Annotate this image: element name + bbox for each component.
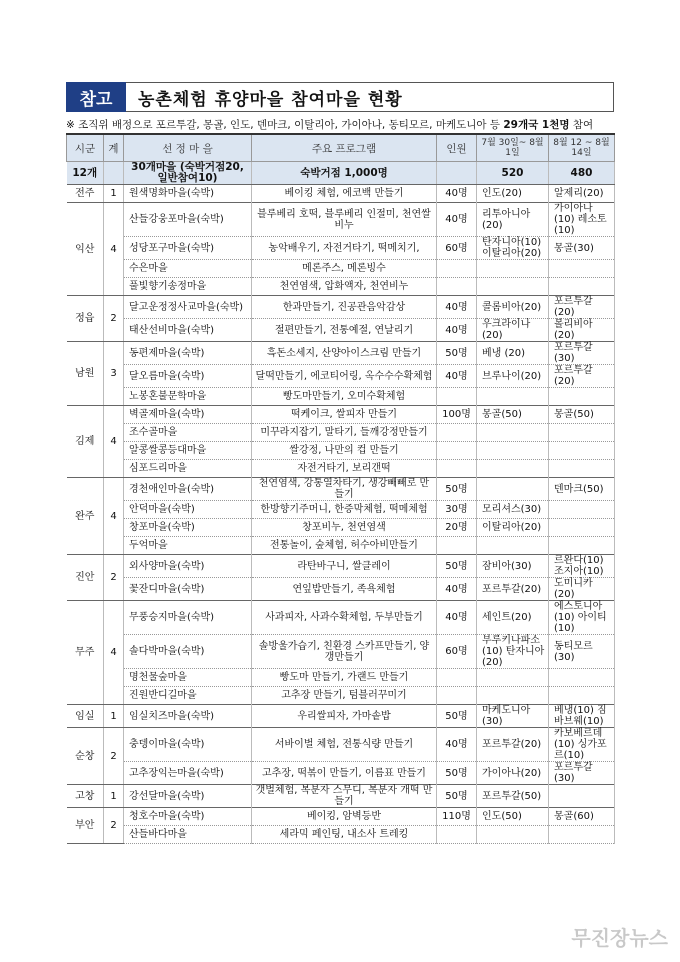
count-cell: 4 [104, 406, 124, 478]
period2-cell [549, 669, 615, 687]
village-cell: 외사양마을(숙박) [124, 555, 252, 578]
period2-cell [549, 785, 615, 808]
count-cell: 2 [104, 728, 124, 785]
village-cell: 동편제마을(숙박) [124, 342, 252, 365]
period2-cell [549, 424, 615, 442]
period1-cell: 탄자니아(10) 이탈리아(20) [477, 237, 549, 260]
table-row [67, 687, 615, 705]
program-cell: 메론주스, 메론빙수 [252, 260, 437, 278]
note-bold: 29개국 1천명 [503, 119, 570, 131]
program-cell: 농악배우기, 자전거타기, 떡메치기, [252, 237, 437, 260]
people-cell [437, 424, 477, 442]
period2-cell [549, 826, 615, 844]
program-cell: 한방향기주머니, 한증막체험, 떡메체험 [252, 501, 437, 519]
note-suffix: 참여 [569, 119, 594, 131]
village-cell: 태산선비마을(숙박) [124, 319, 252, 342]
village-cell: 달오름마을(숙박) [124, 365, 252, 388]
table-row [67, 388, 615, 406]
period1-cell [477, 260, 549, 278]
table-row [67, 319, 615, 342]
table-row [67, 728, 615, 762]
village-cell: 꽃잔디마을(숙박) [124, 578, 252, 601]
people-cell: 50명 [437, 785, 477, 808]
people-cell: 50명 [437, 478, 477, 501]
table-row [67, 185, 615, 203]
village-cell: 창포마을(숙박) [124, 519, 252, 537]
village-cell: 임실치즈마을(숙박) [124, 705, 252, 728]
program-cell: 사과피자, 사과수확체험, 두부만들기 [252, 601, 437, 635]
program-cell: 쌀강정, 나만의 컵 만들기 [252, 442, 437, 460]
period2-cell [549, 388, 615, 406]
table-row [67, 501, 615, 519]
table-row [67, 519, 615, 537]
period2-cell: 볼리비아(20) [549, 319, 615, 342]
table-row [67, 296, 615, 319]
people-cell [437, 826, 477, 844]
count-cell: 1 [104, 705, 124, 728]
people-cell: 40명 [437, 728, 477, 762]
program-cell: 흑돈소세지, 산양아이스크림 만들기 [252, 342, 437, 365]
program-cell: 전통놀이, 숲체험, 허수아비만들기 [252, 537, 437, 555]
city-cell: 전주 [67, 185, 104, 203]
period1-cell [477, 442, 549, 460]
village-cell: 청호수마을(숙박) [124, 808, 252, 826]
village-cell: 명천물숲마을 [124, 669, 252, 687]
village-cell: 산들강웅포마을(숙박) [124, 203, 252, 237]
city-cell: 진안 [67, 555, 104, 601]
watermark: 무진장뉴스 [571, 926, 668, 950]
table-row [67, 424, 615, 442]
count-cell: 1 [104, 185, 124, 203]
period2-cell: 도미니카(20) [549, 578, 615, 601]
count-cell: 1 [104, 785, 124, 808]
village-cell: 달고운정정사교마을(숙박) [124, 296, 252, 319]
count-cell: 4 [104, 203, 124, 296]
count-cell: 4 [104, 601, 124, 705]
people-cell: 60명 [437, 635, 477, 669]
people-cell: 40명 [437, 203, 477, 237]
table-header [67, 134, 615, 162]
program-cell: 빵도마 만들기, 가랜드 만들기 [252, 669, 437, 687]
period1-cell: 브루나이(20) [477, 365, 549, 388]
people-cell: 60명 [437, 237, 477, 260]
city-cell: 정읍 [67, 296, 104, 342]
period1-cell [477, 537, 549, 555]
total-people [437, 162, 477, 185]
period2-cell [549, 278, 615, 296]
village-cell: 심포드리마을 [124, 460, 252, 478]
page-title: 농촌체험 휴양마을 참여마을 현황 [126, 82, 614, 112]
period1-cell: 우크라이나(20) [477, 319, 549, 342]
program-cell: 한과만들기, 진공관음악감상 [252, 296, 437, 319]
period1-cell: 인도(20) [477, 185, 549, 203]
total-p2: 480 [549, 162, 615, 185]
program-cell: 미꾸라지잡기, 말타기, 들깨강정만들기 [252, 424, 437, 442]
table-row [67, 260, 615, 278]
table-row [67, 442, 615, 460]
period1-cell [477, 669, 549, 687]
people-cell [437, 442, 477, 460]
reference-tag: 참고 [66, 82, 126, 112]
village-cell: 무풍승지마을(숙박) [124, 601, 252, 635]
program-cell: 세라믹 페인팅, 내소사 트레킹 [252, 826, 437, 844]
village-cell: 솔다박마을(숙박) [124, 635, 252, 669]
period1-cell: 잠비아(30) [477, 555, 549, 578]
period1-cell: 모리셔스(30) [477, 501, 549, 519]
period1-cell: 리투아니아(20) [477, 203, 549, 237]
program-cell: 베이킹 체험, 에코백 만들기 [252, 185, 437, 203]
period2-cell: 몽골(30) [549, 237, 615, 260]
col-village: 선 정 마 을 [124, 134, 252, 162]
people-cell: 50명 [437, 762, 477, 785]
program-cell: 서바이벌 체험, 전통식량 만들기 [252, 728, 437, 762]
period2-cell: 포르투갈(20) [549, 296, 615, 319]
city-cell: 순창 [67, 728, 104, 785]
period1-cell [477, 687, 549, 705]
people-cell [437, 388, 477, 406]
period2-cell: 포르투갈(20) [549, 365, 615, 388]
count-cell: 3 [104, 342, 124, 406]
city-cell: 고창 [67, 785, 104, 808]
table-row [67, 762, 615, 785]
table-row [67, 635, 615, 669]
period2-cell [549, 442, 615, 460]
people-cell [437, 278, 477, 296]
village-cell: 알콩쌀콩등대마을 [124, 442, 252, 460]
village-cell: 벽골제마을(숙박) [124, 406, 252, 424]
people-cell: 50명 [437, 555, 477, 578]
period1-cell [477, 388, 549, 406]
program-cell: 절편만들기, 전통예절, 연날리기 [252, 319, 437, 342]
table-row [67, 406, 615, 424]
program-cell: 베이킹, 암벽등반 [252, 808, 437, 826]
program-cell: 고추장, 떡볶이 만들기, 이름표 만들기 [252, 762, 437, 785]
col-period1: 7월 30일~ 8월 1일 [477, 134, 549, 162]
table-row [67, 826, 615, 844]
program-cell: 창포비누, 천연염색 [252, 519, 437, 537]
village-cell: 산들바다마을 [124, 826, 252, 844]
col-period2: 8월 12 ~ 8월 14일 [549, 134, 615, 162]
col-program: 주요 프로그램 [252, 134, 437, 162]
period1-cell: 포르투갈(20) [477, 728, 549, 762]
period2-cell [549, 260, 615, 278]
col-city: 시군 [67, 134, 104, 162]
count-cell: 2 [104, 555, 124, 601]
village-cell: 두억마을 [124, 537, 252, 555]
program-cell: 블루베리 호떡, 블루베리 인절미, 천연쌀비누 [252, 203, 437, 237]
period2-cell: 가이아나(10) 레소토(10) [549, 203, 615, 237]
table-row [67, 537, 615, 555]
period1-cell: 인도(50) [477, 808, 549, 826]
village-table [66, 133, 615, 844]
table-row [67, 578, 615, 601]
period2-cell: 몽골(60) [549, 808, 615, 826]
people-cell: 30명 [437, 501, 477, 519]
village-cell: 풀빛향기송정마을 [124, 278, 252, 296]
period2-cell [549, 537, 615, 555]
col-count: 계 [104, 134, 124, 162]
table-row [67, 237, 615, 260]
people-cell: 100명 [437, 406, 477, 424]
village-cell: 경천애인마을(숙박) [124, 478, 252, 501]
people-cell: 40명 [437, 319, 477, 342]
program-cell: 달떡만들기, 에코티어링, 옥수수수확체험 [252, 365, 437, 388]
program-cell: 라탄바구니, 쌀클레이 [252, 555, 437, 578]
program-cell: 고추장 만들기, 텀블러꾸미기 [252, 687, 437, 705]
count-cell: 2 [104, 296, 124, 342]
table-row [67, 203, 615, 237]
period1-cell: 포르투갈(50) [477, 785, 549, 808]
period2-cell: 르완다(10) 조지아(10) [549, 555, 615, 578]
period2-cell: 포르투갈(30) [549, 342, 615, 365]
village-cell: 수은마을 [124, 260, 252, 278]
city-cell: 무주 [67, 601, 104, 705]
city-cell: 김제 [67, 406, 104, 478]
table-row [67, 601, 615, 635]
table-row [67, 478, 615, 501]
period1-cell: 가이아나(20) [477, 762, 549, 785]
period2-cell: 포르투갈(30) [549, 762, 615, 785]
table-row [67, 365, 615, 388]
period1-cell: 콜롬비아(20) [477, 296, 549, 319]
table-row [67, 278, 615, 296]
period1-cell [477, 424, 549, 442]
count-cell: 2 [104, 808, 124, 844]
people-cell: 50명 [437, 342, 477, 365]
count-cell: 4 [104, 478, 124, 555]
program-cell: 천연염색, 압화액자, 천연비누 [252, 278, 437, 296]
note-prefix: ※ 조직위 배정으로 포르투갈, 몽골, 인도, 덴마크, 이탈리아, 가이아나, 동티모르, 마케도니아 등 [66, 119, 504, 131]
village-cell: 강선달마을(숙박) [124, 785, 252, 808]
village-cell: 진원반디길마을 [124, 687, 252, 705]
total-row [67, 162, 615, 185]
program-cell: 떡케이크, 쌀피자 만들기 [252, 406, 437, 424]
program-cell: 갯벌체험, 복분자 스무디, 복분자 개떡 만들기 [252, 785, 437, 808]
col-people: 인원 [437, 134, 477, 162]
village-cell: 안덕마을(숙박) [124, 501, 252, 519]
period2-cell [549, 519, 615, 537]
city-cell: 익산 [67, 203, 104, 296]
total-count [104, 162, 124, 185]
table-row [67, 555, 615, 578]
city-cell: 임실 [67, 705, 104, 728]
people-cell [437, 537, 477, 555]
note-text [66, 117, 626, 132]
period2-cell: 동티모르(30) [549, 635, 615, 669]
period2-cell: 베냉(10) 짐바브웨(10) [549, 705, 615, 728]
village-cell: 노봉혼불문학마을 [124, 388, 252, 406]
village-cell: 조수골마을 [124, 424, 252, 442]
period1-cell: 몽골(50) [477, 406, 549, 424]
period1-cell [477, 278, 549, 296]
people-cell: 40명 [437, 296, 477, 319]
period2-cell [549, 687, 615, 705]
people-cell: 40명 [437, 365, 477, 388]
period2-cell [549, 460, 615, 478]
period2-cell: 몽골(50) [549, 406, 615, 424]
period2-cell: 덴마크(50) [549, 478, 615, 501]
period1-cell: 베냉 (20) [477, 342, 549, 365]
people-cell: 40명 [437, 601, 477, 635]
people-cell [437, 260, 477, 278]
village-cell: 원색명화마을(숙박) [124, 185, 252, 203]
period1-cell: 부루키나파소(10) 탄자니아(20) [477, 635, 549, 669]
period2-cell: 카보베르데(10) 싱가포르(10) [549, 728, 615, 762]
city-cell: 완주 [67, 478, 104, 555]
period1-cell: 마케도니아(30) [477, 705, 549, 728]
program-cell: 자전거타기, 보리갠떡 [252, 460, 437, 478]
total-p1: 520 [477, 162, 549, 185]
period1-cell: 포르투갈(20) [477, 578, 549, 601]
people-cell [437, 460, 477, 478]
city-cell: 부안 [67, 808, 104, 844]
table-row [67, 785, 615, 808]
village-cell: 성당포구마을(숙박) [124, 237, 252, 260]
title-bar [66, 82, 614, 112]
period2-cell: 알제리(20) [549, 185, 615, 203]
program-cell: 솔방울가습기, 친환경 스카프만들기, 양갱만들기 [252, 635, 437, 669]
table-row [67, 669, 615, 687]
period1-cell: 세인트(20) [477, 601, 549, 635]
table-row [67, 460, 615, 478]
people-cell: 110명 [437, 808, 477, 826]
total-program: 숙박거점 1,000명 [252, 162, 437, 185]
village-cell: 충뎅이마을(숙박) [124, 728, 252, 762]
period1-cell [477, 460, 549, 478]
period2-cell: 에스토니아(10) 아이티(10) [549, 601, 615, 635]
table-row [67, 705, 615, 728]
period2-cell [549, 501, 615, 519]
people-cell: 40명 [437, 578, 477, 601]
total-city: 12개 [67, 162, 104, 185]
people-cell: 40명 [437, 185, 477, 203]
table-row [67, 342, 615, 365]
program-cell: 우리쌀피자, 가마솥밥 [252, 705, 437, 728]
people-cell: 20명 [437, 519, 477, 537]
village-cell: 고추장익는마을(숙박) [124, 762, 252, 785]
period1-cell [477, 826, 549, 844]
period1-cell: 이탈리아(20) [477, 519, 549, 537]
program-cell: 연잎밥만들기, 족욕체험 [252, 578, 437, 601]
people-cell [437, 687, 477, 705]
total-village: 30개마을 (숙박거점20, 일반참여10) [124, 162, 252, 185]
period1-cell [477, 478, 549, 501]
city-cell: 남원 [67, 342, 104, 406]
program-cell: 천연염색, 강통열차타기, 생강빼빼로 만들기 [252, 478, 437, 501]
people-cell [437, 669, 477, 687]
people-cell: 50명 [437, 705, 477, 728]
table-row [67, 808, 615, 826]
program-cell: 빵도마만들기, 오미수확체험 [252, 388, 437, 406]
